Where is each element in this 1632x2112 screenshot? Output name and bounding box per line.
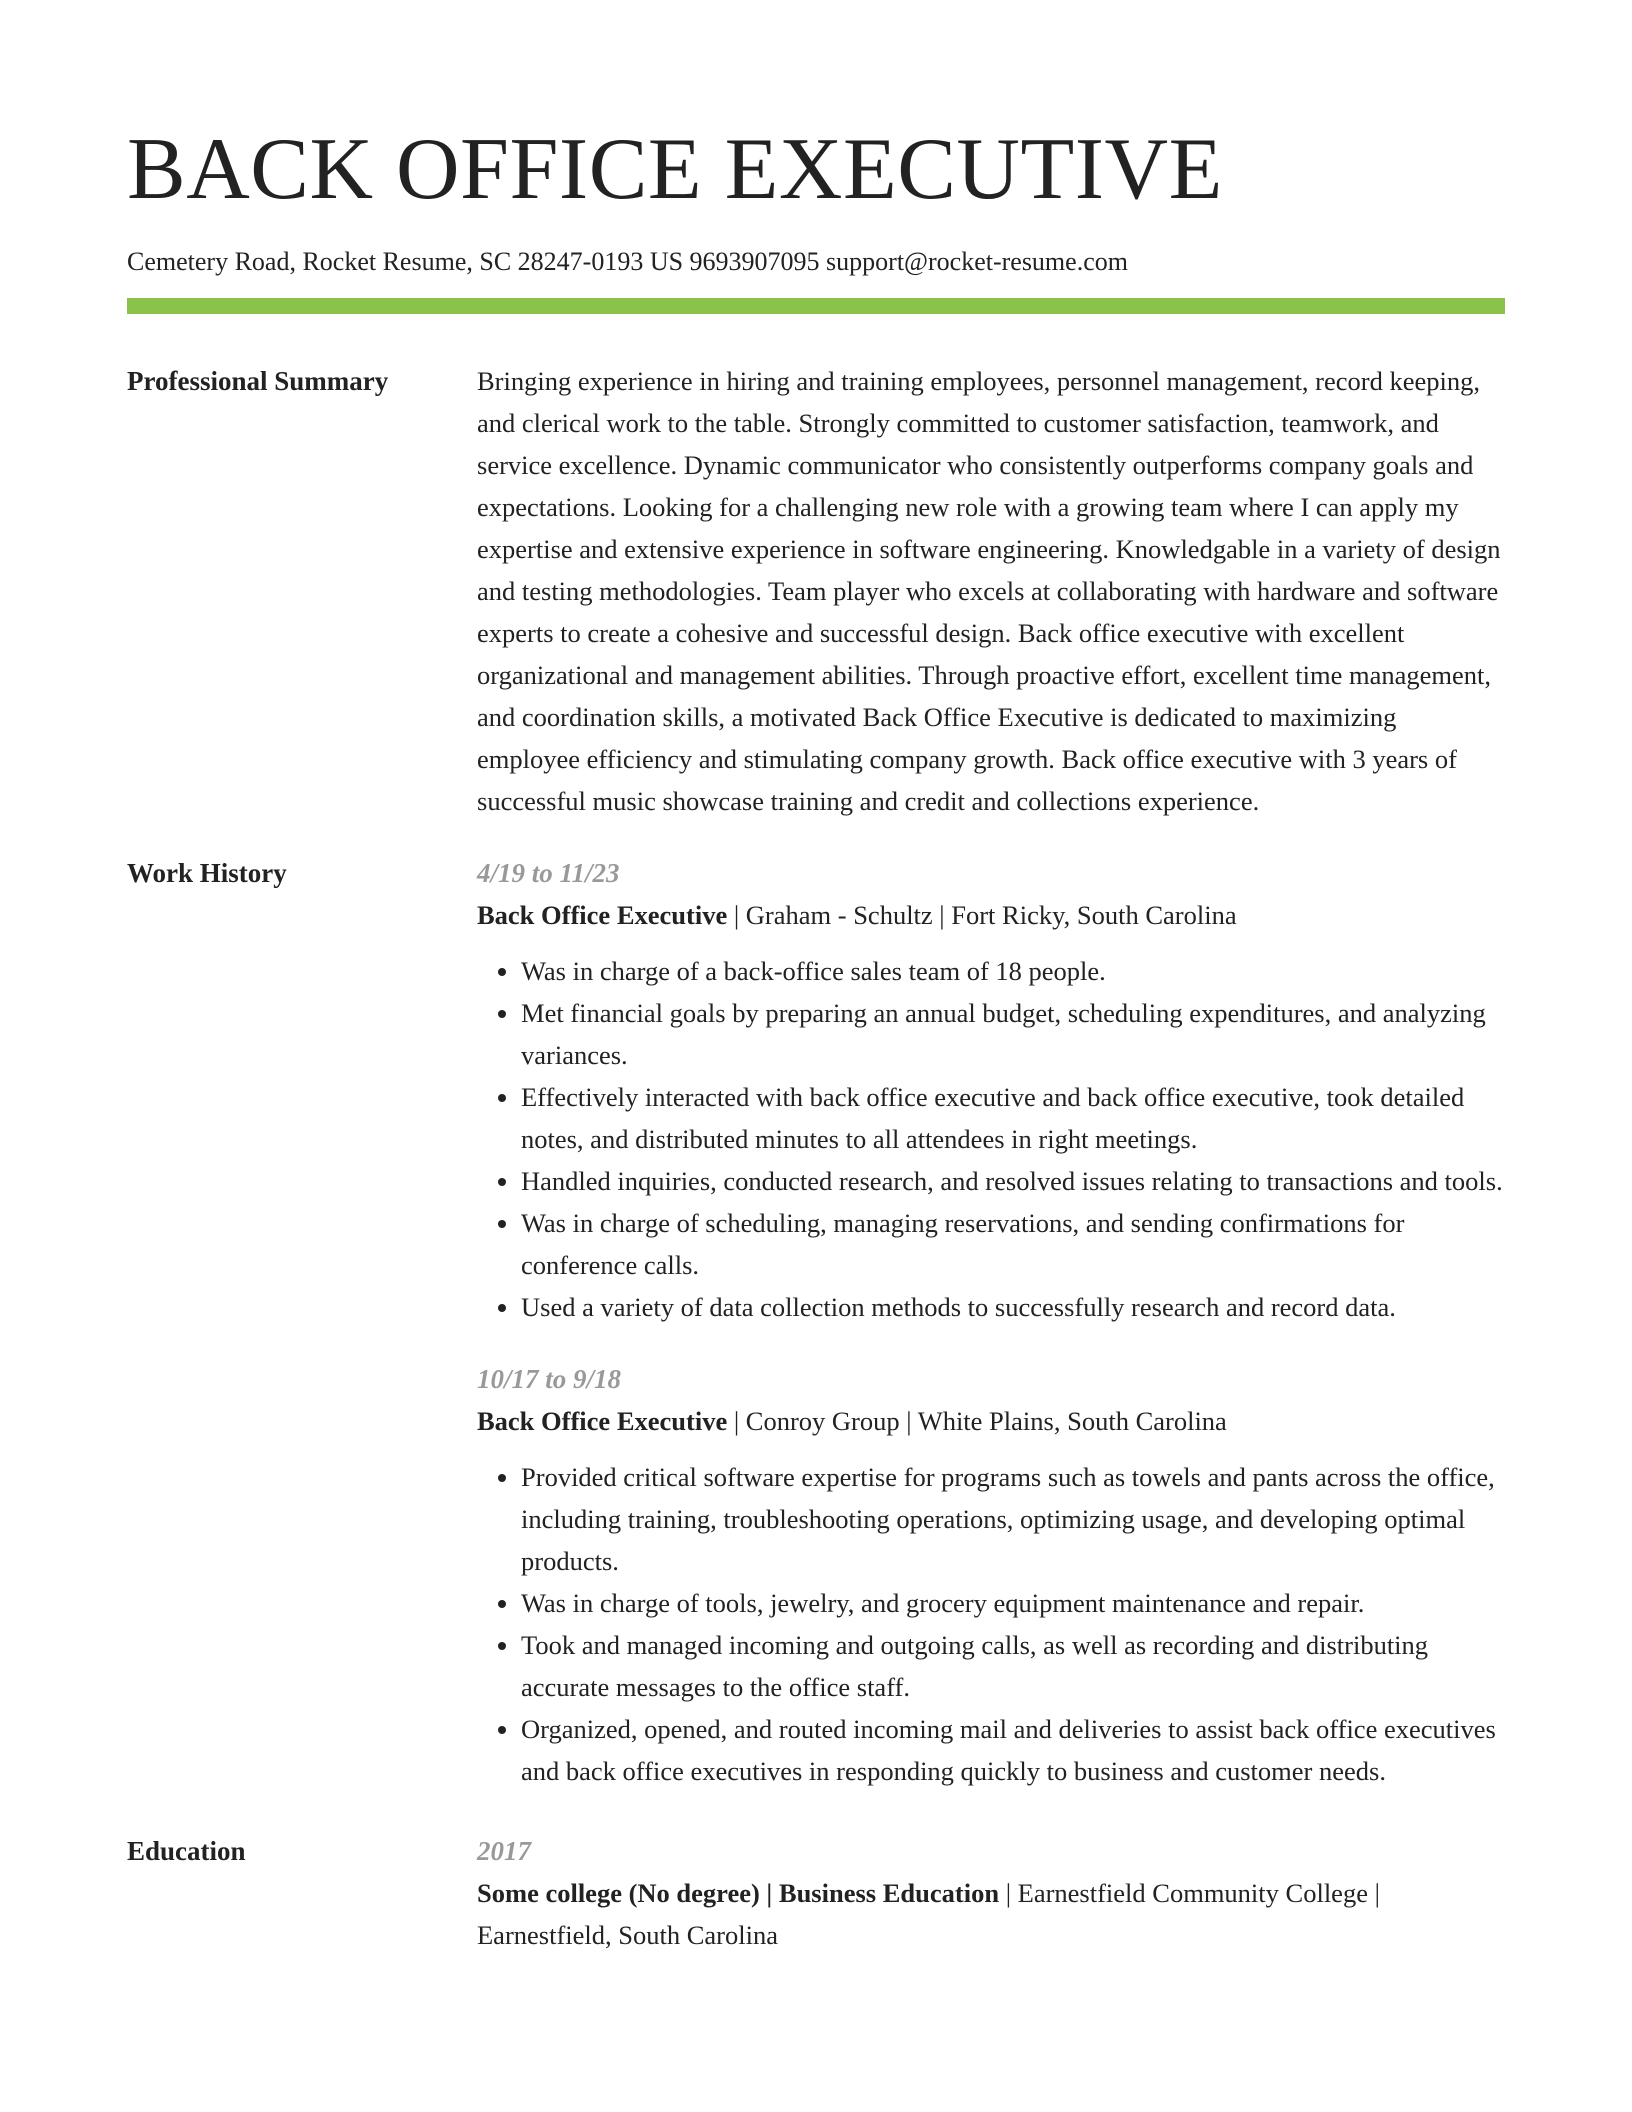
list-item: • Took and managed incoming and outgoing calls, as well as recording and distributing accurate messages to the office staff. <box>521 1624 1505 1708</box>
job-role-line <box>477 1400 1505 1442</box>
section-title-summary: Professional Summary <box>127 366 389 396</box>
education-body <box>477 1830 1505 1956</box>
list-item: • Was in charge of tools, jewelry, and grocery equipment maintenance and repair. <box>521 1582 1505 1624</box>
job-entry <box>477 852 1505 1328</box>
list-item: • Effectively interacted with back office executive and back office executive, took detailed notes, and distributed minutes to all attendees in right meetings. <box>521 1076 1505 1160</box>
list-item: • Was in charge of scheduling, managing reservations, and sending confirmations for conference calls. <box>521 1202 1505 1286</box>
job-bullets <box>477 1456 1505 1792</box>
work-history-section <box>127 852 1505 1792</box>
job-entry <box>477 1358 1505 1792</box>
list-item: • Provided critical software expertise for programs such as towels and pants across the office, including training, troubleshooting operations, optimizing usage, and developing optimal products. <box>521 1456 1505 1582</box>
summary-text: Bringing experience in hiring and training employees, personnel management, record keeping, and clerical work to the table. Strongly committed to customer satisfaction, teamwork, and service excellence. Dynamic communicator who consistently outperforms company goals and expectations. Looking for a challenging new role with a growing team where I can apply my expertise and extensive experience in software engineering. Knowledgable in a variety of design and testing methodologies. Team player who excels at collaborating with hardware and software experts to create a cohesive and successful design. Back office executive with excellent organizational and management abilities. Through proactive effort, excellent time management, and coordination skills, a motivated Back Office Executive is dedicated to maximizing employee efficiency and stimulating company growth. Back office executive with 3 years of successful music showcase training and credit and collections experience. <box>477 366 1501 816</box>
education-details: | Earnestfield Community College | Earnestfield, South Carolina <box>477 1878 1380 1950</box>
job-details: | Conroy Group | White Plains, South Carolina <box>727 1406 1227 1436</box>
work-history-body <box>477 852 1505 1792</box>
job-bullets <box>477 950 1505 1328</box>
job-role-line <box>477 894 1505 936</box>
job-dates: 4/19 to 11/23 <box>477 858 620 888</box>
list-item: • Handled inquiries, conducted research, and resolved issues relating to transactions and tools. <box>521 1160 1505 1202</box>
section-title-education: Education <box>127 1836 246 1866</box>
job-title: Back Office Executive <box>477 900 728 930</box>
summary-section <box>127 360 1505 822</box>
page-title: BACK OFFICE EXECUTIVE <box>127 121 1223 218</box>
contact-info: Cemetery Road, Rocket Resume, SC 28247-0193 US 9693907095 support@rocket-resume.com <box>127 247 1128 276</box>
job-title: Back Office Executive <box>477 1406 728 1436</box>
education-degree: Some college (No degree) | Business Education <box>477 1878 1000 1908</box>
education-year: 2017 <box>477 1836 531 1866</box>
list-item: • Met financial goals by preparing an annual budget, scheduling expenditures, and analyzing variances. <box>521 992 1505 1076</box>
education-line <box>477 1872 1505 1956</box>
list-item: • Was in charge of a back-office sales team of 18 people. <box>521 950 1505 992</box>
list-item: • Organized, opened, and routed incoming mail and deliveries to assist back office executives and back office executives in responding quickly to business and customer needs. <box>521 1708 1505 1792</box>
header-divider <box>127 298 1505 314</box>
job-details: | Graham - Schultz | Fort Ricky, South Carolina <box>727 900 1237 930</box>
job-dates: 10/17 to 9/18 <box>477 1364 622 1394</box>
section-title-work-history: Work History <box>127 858 287 888</box>
list-item: • Used a variety of data collection methods to successfully research and record data. <box>521 1286 1505 1328</box>
education-section <box>127 1830 1505 1956</box>
